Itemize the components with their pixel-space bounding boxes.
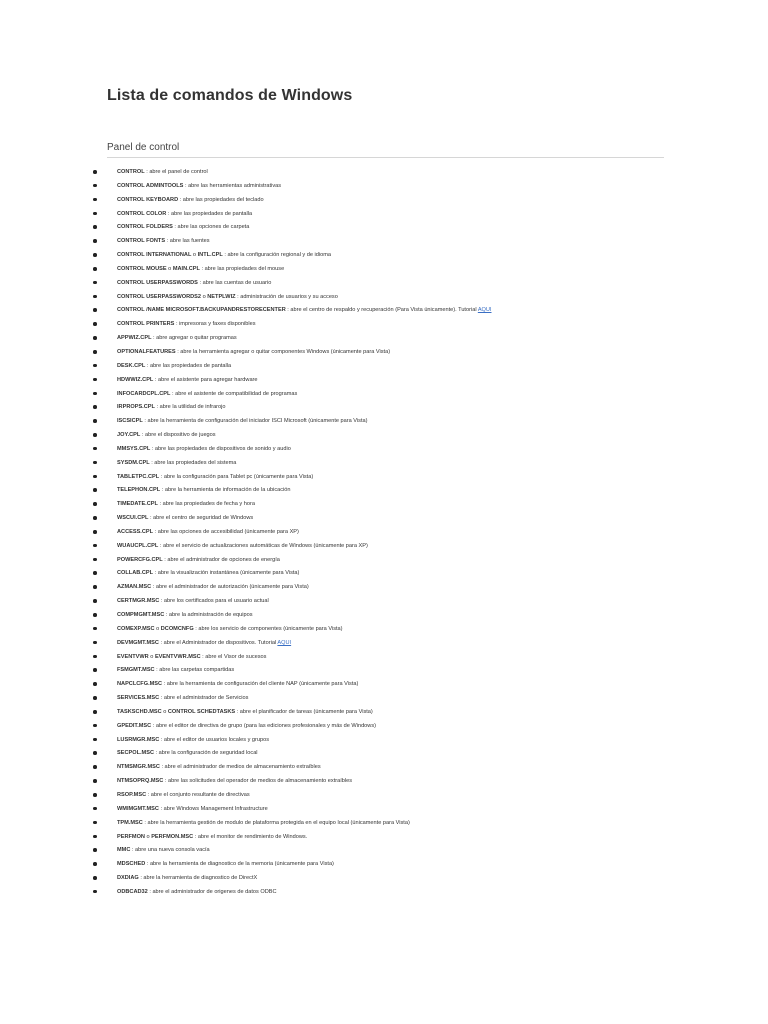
command-description: : abre la herramienta agregar o quitar componentes Windows (únicamente para Vista) [175, 348, 391, 355]
list-item [0, 692, 768, 706]
bullet-icon [92, 844, 98, 858]
command-description: : abre las propiedades de pantalla [166, 210, 253, 217]
list-item [0, 775, 768, 789]
command-name: CONTROL USERPASSWORDS [117, 279, 198, 286]
bullet-icon [92, 374, 98, 388]
command-name: CONTROL /NAME MICROSOFT.BACKUPANDRESTORECENTER [117, 307, 286, 314]
command-name: OPTIONALFEATURES [117, 348, 176, 355]
bullet-icon [92, 429, 98, 443]
list-item [0, 443, 768, 457]
list-item [0, 512, 768, 526]
bullet-icon [92, 415, 98, 429]
bullet-icon [92, 734, 98, 748]
bullet-icon [92, 637, 98, 651]
bullet-icon [92, 457, 98, 471]
list-item [0, 318, 768, 332]
bullet-icon [92, 581, 98, 595]
command-name: AZMAN.MSC [117, 584, 152, 591]
command-description: : abre el asistente de compatibilidad de programas [170, 390, 298, 397]
list-item [0, 180, 768, 194]
command-description: : abre el planificador de tareas (únicamente para Vista) [235, 708, 373, 715]
bullet-icon [92, 747, 98, 761]
command-list [0, 166, 768, 900]
list-item [0, 429, 768, 443]
command-name: LUSRMGR.MSC [117, 736, 160, 743]
command-name: WUAUCPL.CPL [117, 542, 159, 549]
command-name: PERFMON [117, 833, 145, 840]
list-item [0, 457, 768, 471]
command-name: JOY.CPL [117, 432, 141, 439]
list-item [0, 844, 768, 858]
list-item [0, 249, 768, 263]
command-name: CONTROL USERPASSWORDS2 [117, 293, 202, 300]
list-item [0, 651, 768, 665]
command-description: : abre las propiedades del sistema [149, 459, 237, 466]
list-item [0, 761, 768, 775]
command-name: SECPOL.MSC [117, 750, 154, 757]
command-name: NAPCLCFG.MSC [117, 681, 163, 688]
command-description: : abre los certificados para el usuario actual [159, 598, 269, 605]
list-item [0, 678, 768, 692]
bullet-icon [92, 692, 98, 706]
command-name: COMPMGMT.MSC [117, 612, 165, 618]
bullet-icon [92, 623, 98, 637]
command-name: CONTROL KEYBOARD [117, 196, 179, 203]
command-description: : abre las fuentes [165, 238, 210, 245]
command-name: DEVMGMT.MSC [117, 639, 159, 646]
list-item [0, 291, 768, 305]
bullet-icon [92, 651, 98, 665]
command-name: CONTROL SCHEDTASKS [167, 708, 236, 715]
bullet-icon [92, 263, 98, 277]
command-description: o [154, 625, 161, 632]
command-name: ACCESS.CPL [117, 528, 154, 535]
bullet-icon [92, 194, 98, 208]
bullet-icon [92, 484, 98, 498]
list-item [0, 263, 768, 277]
bullet-icon [92, 872, 98, 886]
tutorial-link[interactable]: AQUI [277, 639, 292, 646]
command-description: : abre el panel de control [144, 169, 208, 175]
command-description: : abre la herramienta gestión de modulo de plataforma protegida en el equipo local (únicamente para Vista) [142, 819, 410, 826]
bullet-icon [92, 277, 98, 291]
list-item [0, 235, 768, 249]
bullet-icon [92, 221, 98, 235]
bullet-icon [92, 235, 98, 249]
list-item [0, 567, 768, 581]
command-name: CONTROL ADMINTOOLS [117, 182, 184, 189]
command-description: : abre la herramienta de configuración del cliente NAP (únicamente para Vista) [162, 681, 359, 688]
command-name: MDSCHED [117, 861, 146, 868]
command-description: o [166, 265, 173, 272]
command-name: CERTMGR.MSC [117, 598, 160, 605]
command-description: : abre el Administrador de dispositivos. Tutorial [158, 639, 278, 646]
command-name: APPWIZ.CPL [117, 335, 152, 342]
command-description: : abre la configuración de seguridad local [154, 750, 258, 757]
command-description: : abre el centro de respaldo y recuperación (Para Vista únicamente). Tutorial [285, 307, 478, 314]
command-name: MMSYS.CPL [117, 445, 151, 452]
list-item [0, 803, 768, 817]
list-item [0, 789, 768, 803]
command-description: : abre la herramienta de configuración del iniciador ISCI Microsoft (únicamente para Vista) [142, 418, 368, 425]
command-name: TPM.MSC [117, 819, 143, 826]
bullet-icon [92, 498, 98, 512]
command-name: GPEDIT.MSC [117, 722, 152, 729]
list-item [0, 526, 768, 540]
bullet-icon [92, 443, 98, 457]
bullet-icon [92, 817, 98, 831]
bullet-icon [92, 789, 98, 803]
list-item [0, 554, 768, 568]
command-description: : abre los servicio de componentes (únicamente para Vista) [193, 625, 343, 632]
list-item [0, 208, 768, 222]
section-title-panel-de-control: Panel de control [107, 142, 180, 153]
bullet-icon [92, 360, 98, 374]
command-description: : abre la visualización instantánea (únicamente para Vista) [153, 570, 300, 577]
command-name: INTL.CPL [197, 252, 223, 259]
bullet-icon [92, 720, 98, 734]
bullet-icon [92, 678, 98, 692]
command-name: MAIN.CPL [172, 265, 200, 272]
command-name: TELEPHON.CPL [117, 487, 161, 494]
command-description: : abre las herramientas administrativas [183, 182, 282, 189]
bullet-icon [92, 471, 98, 485]
command-description: : abre Windows Management Infrastructure [158, 805, 268, 812]
command-description: : abre el administrador de autorización (únicamente para Vista) [151, 584, 309, 591]
command-name: INFOCARDCPL.CPL [117, 390, 171, 397]
list-item [0, 595, 768, 609]
command-name: NTMSOPRQ.MSC [117, 778, 164, 785]
command-description: o [201, 293, 208, 300]
page-title: Lista de comandos de Windows [107, 87, 353, 104]
command-description: : abre la administración de equipos [164, 612, 253, 618]
command-name: WSCUI.CPL [117, 515, 149, 522]
command-description: : abre el editor de usuarios locales y grupos [159, 736, 270, 743]
command-name: EVENTVWR [117, 653, 149, 660]
bullet-icon [92, 318, 98, 332]
command-description: : abre el administrador de medios de almacenamiento extraíbles [159, 764, 321, 771]
bullet-icon [92, 554, 98, 568]
list-item [0, 664, 768, 678]
command-name: RSOP.MSC [117, 791, 147, 798]
list-item [0, 415, 768, 429]
list-item [0, 388, 768, 402]
bullet-icon [92, 858, 98, 872]
command-name: CONTROL INTERNATIONAL [117, 252, 192, 259]
bullet-icon [92, 401, 98, 415]
command-description: : impresoras y faxes disponibles [174, 321, 256, 328]
command-name: CONTROL [117, 169, 145, 175]
command-description: : abre el administrador de opciones de energía [162, 556, 280, 563]
section-divider [107, 157, 664, 158]
command-description: : abre el servicio de actualizaciones automáticas de Windows (únicamente para XP) [158, 542, 368, 549]
command-name: SYSDM.CPL [117, 459, 150, 466]
bullet-icon [92, 886, 98, 900]
command-description: : abre la utilidad de infrarojo [154, 404, 226, 411]
command-name: PERFMON.MSC [151, 833, 194, 840]
bullet-icon [92, 304, 98, 318]
list-item [0, 374, 768, 388]
bullet-icon [92, 595, 98, 609]
command-name: FSMGMT.MSC [117, 667, 155, 674]
list-item [0, 581, 768, 595]
bullet-icon [92, 388, 98, 402]
command-description: : abre las propiedades del mouse [199, 265, 285, 272]
command-description: : abre el centro de seguridad de Windows [148, 515, 254, 522]
command-description: : abre la configuración para Tablet pc (únicamente para Vista) [159, 473, 314, 480]
command-description: : abre el monitor de rendimiento de Windows. [193, 833, 308, 840]
list-item [0, 277, 768, 291]
command-name: DXDIAG [117, 875, 139, 882]
command-description: : abre el conjunto resultante de directivas [146, 791, 250, 798]
list-item [0, 346, 768, 360]
list-item [0, 706, 768, 720]
command-name: EVENTVWR.MSC [154, 653, 201, 660]
list-item [0, 734, 768, 748]
list-item [0, 221, 768, 235]
command-description: : abre las propiedades de dispositivos de sonido y audio [150, 445, 291, 452]
bullet-icon [92, 775, 98, 789]
command-description: : abre las carpetas compartidas [154, 667, 235, 674]
bullet-icon [92, 664, 98, 678]
command-name: CONTROL MOUSE [117, 265, 167, 272]
bullet-icon [92, 512, 98, 526]
command-name: ISCSICPL [117, 418, 143, 425]
command-name: TABLETPC.CPL [117, 473, 160, 480]
command-description: : abre la herramienta de información de la ubicación [160, 487, 291, 494]
list-item [0, 637, 768, 651]
command-name: HDWWIZ.CPL [117, 376, 154, 383]
list-item [0, 720, 768, 734]
command-description: : abre las cuentas de usuario [197, 279, 272, 286]
bullet-icon [92, 291, 98, 305]
list-item [0, 484, 768, 498]
command-description: : abre las solicitudes del operador de medios de almacenamiento extraíbles [163, 778, 353, 785]
command-name: WMIMGMT.MSC [117, 805, 159, 812]
command-description: : abre el administrador de Servicios [159, 695, 249, 702]
list-item [0, 831, 768, 845]
list-item [0, 498, 768, 512]
list-item [0, 166, 768, 180]
command-name: ODBCAD32 [117, 888, 148, 895]
list-item [0, 332, 768, 346]
command-description: : abre las opciones de carpeta [172, 224, 250, 231]
list-item [0, 609, 768, 623]
list-item [0, 471, 768, 485]
command-name: IRPROPS.CPL [117, 404, 155, 411]
bullet-icon [92, 540, 98, 554]
command-description: : abre las propiedades del teclado [178, 196, 264, 203]
command-description: : abre el dispositivo de juegos [140, 432, 216, 439]
bullet-icon [92, 526, 98, 540]
command-name: CONTROL PRINTERS [117, 321, 175, 328]
command-description: : abre la configuración regional y de idioma [222, 252, 331, 259]
list-item [0, 540, 768, 554]
list-item [0, 623, 768, 637]
list-item [0, 747, 768, 761]
bullet-icon [92, 706, 98, 720]
command-name: COLLAB.CPL [117, 570, 154, 577]
bullet-icon [92, 761, 98, 775]
list-item [0, 886, 768, 900]
command-name: NTMSMGR.MSC [117, 764, 160, 771]
command-description: : administración de usuarios y su acceso [235, 293, 338, 300]
command-name: DESK.CPL [117, 362, 146, 369]
command-name: TIMEDATE.CPL [117, 501, 158, 508]
command-description: : abre una nueva consola vacía [130, 847, 210, 854]
command-description: : abre el administrador de origenes de datos ODBC [147, 888, 277, 895]
list-item [0, 872, 768, 886]
command-name: CONTROL COLOR [117, 210, 167, 217]
list-item [0, 304, 768, 318]
command-name: MMC [117, 847, 131, 854]
command-name: NETPLWIZ [207, 293, 236, 300]
bullet-icon [92, 346, 98, 360]
command-name: TASKSCHD.MSC [117, 708, 162, 715]
bullet-icon [92, 831, 98, 845]
list-item [0, 360, 768, 374]
command-description: : abre la herramienta de diagnostico de la memoria (únicamente para Vista) [145, 861, 334, 868]
command-name: CONTROL FONTS [117, 238, 166, 245]
command-description: o [148, 653, 155, 660]
bullet-icon [92, 567, 98, 581]
bullet-icon [92, 180, 98, 194]
command-name: SERVICES.MSC [117, 695, 160, 702]
command-description: : abre el editor de directiva de grupo (para las ediciones profesionales y más de Windows) [151, 722, 376, 729]
list-item [0, 194, 768, 208]
command-description: : abre la herramienta de diagnostico de DirectX [138, 875, 258, 882]
list-item [0, 817, 768, 831]
command-name: DCOMCNFG [160, 625, 194, 632]
command-description: o [144, 833, 152, 840]
command-description: o [191, 252, 198, 259]
command-name: CONTROL FOLDERS [117, 224, 173, 231]
bullet-icon [92, 332, 98, 346]
list-item [0, 401, 768, 415]
command-description: : abre las opciones de accesibilidad (únicamente para XP) [153, 528, 299, 535]
list-item [0, 858, 768, 872]
command-description: : abre las propiedades de fecha y hora [157, 501, 255, 508]
tutorial-link[interactable]: AQUI [477, 307, 492, 314]
command-name: POWERCFG.CPL [117, 556, 163, 563]
command-description: : abre las propiedades de pantalla [145, 362, 232, 369]
bullet-icon [92, 803, 98, 817]
bullet-icon [92, 208, 98, 222]
command-name: COMEXP.MSC [117, 625, 155, 632]
command-description: : abre el asistente para agregar hardware [153, 376, 258, 383]
command-description: o [161, 708, 168, 715]
bullet-icon [92, 249, 98, 263]
bullet-icon [92, 166, 98, 180]
command-description: : abre el Visor de sucesos [200, 653, 267, 660]
command-description: : abre agregar o quitar programas [151, 335, 237, 342]
bullet-icon [92, 609, 98, 623]
